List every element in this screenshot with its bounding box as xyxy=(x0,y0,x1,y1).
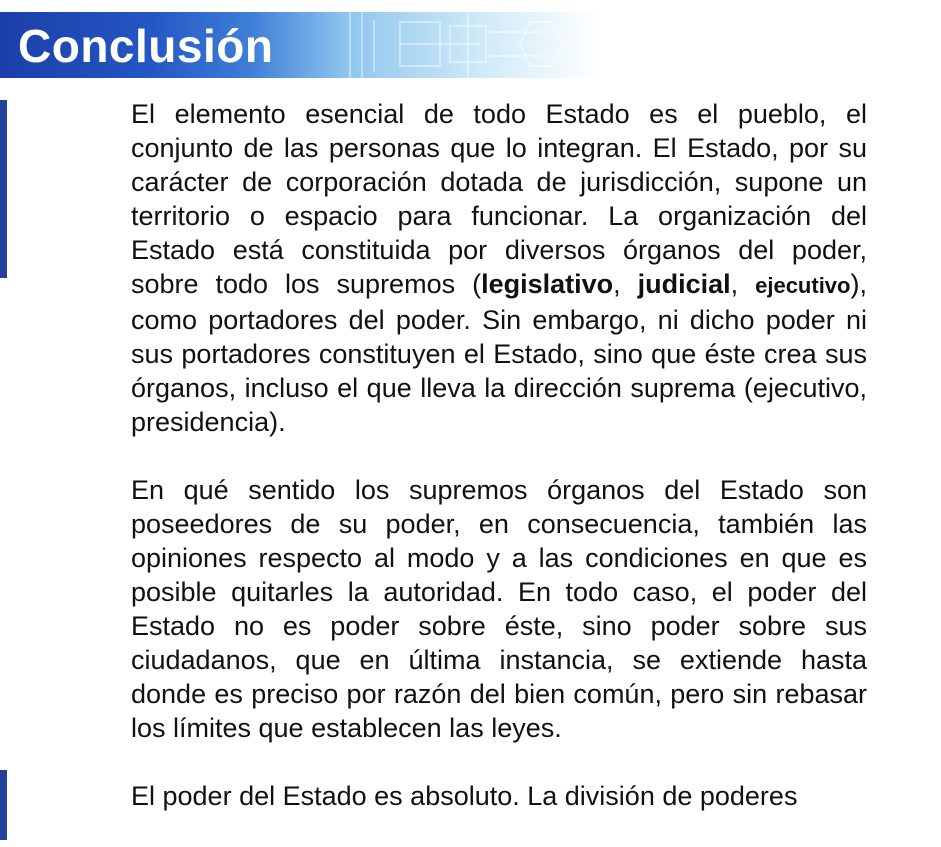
paragraph-1-text-a: El elemento esencial de todo Estado es el pueblo, el conjunto de las personas que lo integran. El Estado, por su carácter de corporación dotada de jurisdicción, supone un territorio o espacio para funcionar. La organización del Estado está constituida por diversos órganos del poder, sobre todo los supremos ( xyxy=(131,99,867,299)
paragraph-3: El poder del Estado es absoluto. La división de poderes xyxy=(131,781,798,811)
page-title: Conclusión xyxy=(18,20,274,72)
term-judicial: judicial xyxy=(637,269,731,299)
header-banner xyxy=(0,12,600,78)
paragraph-2: En qué sentido los supremos órganos del Estado son poseedores de su poder, en consecuencia, también las opiniones respecto al modo y a las condiciones en que es posible quitarles la autoridad. En todo caso, el poder del Estado no es poder sobre éste, sino poder sobre sus ciudadanos, que en última instancia, se extiende hasta donde es preciso por razón del bien común, pero sin rebasar los límites que establecen las leyes. xyxy=(131,475,867,743)
content-body xyxy=(131,97,867,847)
separator-2: , xyxy=(730,269,756,299)
left-accent-bar-top xyxy=(0,100,7,278)
separator-1: , xyxy=(613,269,638,299)
paragraph-1-text-b: ), como portadores del poder. Sin embargo, ni dicho poder ni sus portadores constituyen el Estado, sino que éste crea sus órganos, incluso el que lleva la dirección suprema (ejecutivo, presidencia). xyxy=(131,269,867,437)
circuit-decoration xyxy=(330,12,600,78)
paragraph-1 xyxy=(131,97,867,439)
term-ejecutivo: ejecutivo xyxy=(755,273,851,298)
left-accent-bar-bottom xyxy=(0,770,7,840)
term-legislativo: legislativo xyxy=(481,269,614,299)
